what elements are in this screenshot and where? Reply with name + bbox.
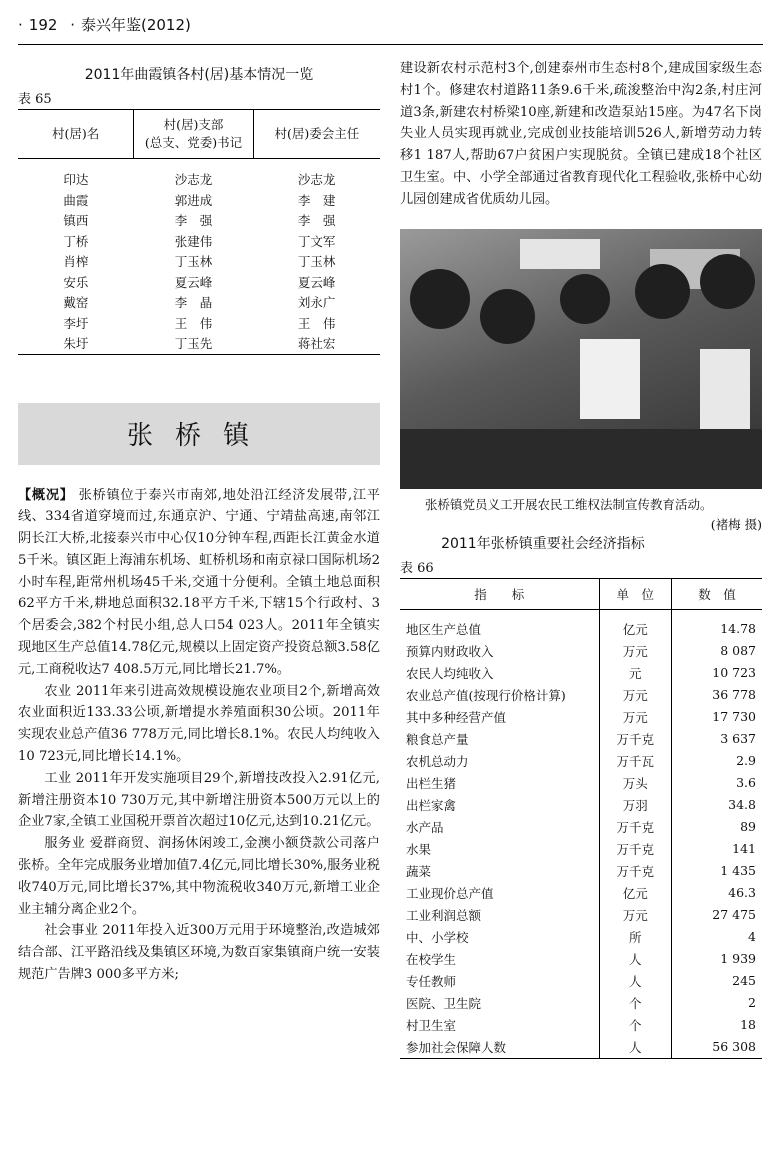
table-cell: 个 bbox=[599, 1014, 671, 1036]
table-cell: 戴窑 bbox=[63, 295, 89, 311]
table-cell: 亿元 bbox=[599, 609, 671, 640]
table-cell: 王 伟 bbox=[297, 315, 336, 331]
table-cell: 李 强 bbox=[174, 213, 213, 229]
table65-header bbox=[134, 110, 253, 159]
table-cell: 夏云峰 bbox=[174, 274, 213, 290]
page-number: 192 bbox=[28, 16, 58, 34]
table65-title: 2011年曲霞镇各村(居)基本情况一览 bbox=[84, 67, 314, 83]
table-row bbox=[18, 251, 380, 272]
left-column bbox=[18, 50, 380, 986]
table-cell: 万千瓦 bbox=[599, 750, 671, 772]
news-photo bbox=[400, 229, 762, 489]
paragraph-agriculture bbox=[18, 681, 380, 768]
table-cell: 预算内财政收入 bbox=[406, 643, 494, 659]
keyword: 工业 bbox=[44, 770, 72, 786]
table-row bbox=[400, 609, 762, 640]
table65-number: 表 65 bbox=[18, 92, 52, 107]
table-cell: 4 bbox=[671, 926, 762, 948]
table-cell: 印达 bbox=[63, 172, 89, 188]
table-cell: 8 087 bbox=[671, 640, 762, 662]
right-column bbox=[400, 58, 762, 1059]
article-continued bbox=[400, 58, 762, 211]
table-cell: 水果 bbox=[406, 841, 432, 857]
table-cell: 农机总动力 bbox=[406, 753, 469, 769]
table-row bbox=[400, 816, 762, 838]
table-cell: 刘永广 bbox=[297, 295, 336, 311]
table-cell: 丁玉林 bbox=[297, 254, 336, 270]
table-cell: 1 939 bbox=[671, 948, 762, 970]
table-cell: 村卫生室 bbox=[406, 1017, 457, 1033]
table-row bbox=[400, 662, 762, 684]
table-cell: 沙志龙 bbox=[174, 172, 213, 188]
header-rule bbox=[18, 44, 763, 45]
table-cell: 丁玉先 bbox=[174, 336, 213, 352]
table-cell: 所 bbox=[599, 926, 671, 948]
paragraph-overview bbox=[18, 485, 380, 681]
table66-number: 表 66 bbox=[400, 560, 434, 576]
table-row bbox=[400, 750, 762, 772]
table-cell: 出栏家禽 bbox=[406, 797, 457, 813]
table-cell: 工业利润总额 bbox=[406, 907, 482, 923]
header-bullet: · bbox=[70, 16, 75, 34]
table-cell: 张建伟 bbox=[174, 233, 213, 249]
keyword: 服务业 bbox=[44, 836, 86, 852]
table-cell: 其中多种经营产值 bbox=[406, 709, 507, 725]
table-cell: 沙志龙 bbox=[297, 172, 336, 188]
table-cell: 丁文军 bbox=[297, 233, 336, 249]
table-cell: 10 723 bbox=[671, 662, 762, 684]
table-cell: 89 bbox=[671, 816, 762, 838]
table-cell: 46.3 bbox=[671, 882, 762, 904]
table-cell: 万千克 bbox=[599, 816, 671, 838]
table-cell: 出栏生猪 bbox=[406, 775, 457, 791]
table-cell: 14.78 bbox=[671, 609, 762, 640]
table-cell: 个 bbox=[599, 992, 671, 1014]
paragraph-industry bbox=[18, 768, 380, 833]
table-cell: 李 建 bbox=[297, 192, 336, 208]
table-row bbox=[400, 684, 762, 706]
paragraph-text: 2011年来引进高效规模设施农业项目2个,新增高效农业面积近133.33公顷,新增提水养殖面积30公顷。2011年实现农业总产值36 778万元,同比增长8.1%。农民人均纯收入10 723元,同比增长14.1%。 bbox=[18, 683, 380, 765]
table-row bbox=[400, 838, 762, 860]
table-cell: 元 bbox=[599, 662, 671, 684]
table-cell: 亿元 bbox=[599, 882, 671, 904]
lead-label: 【概况】 bbox=[18, 487, 74, 503]
table-row bbox=[18, 190, 380, 211]
photo-newspaper-shape bbox=[580, 339, 640, 419]
table-cell: 141 bbox=[671, 838, 762, 860]
table-row bbox=[18, 210, 380, 231]
photo-person-shape bbox=[410, 269, 470, 329]
table65-header-line: (总支、党委)书记 bbox=[144, 135, 243, 150]
table-cell: 专任教师 bbox=[406, 973, 457, 989]
section-banner: 张桥镇 bbox=[18, 403, 380, 465]
photo-banner-shape bbox=[520, 239, 600, 269]
table65 bbox=[18, 109, 380, 355]
table-cell: 蔬菜 bbox=[406, 863, 432, 879]
photo-credit: (褚梅 摄) bbox=[710, 516, 762, 532]
table-cell: 1 435 bbox=[671, 860, 762, 882]
table-cell: 人 bbox=[599, 970, 671, 992]
table-row bbox=[18, 333, 380, 354]
table-cell: 郭进成 bbox=[174, 192, 213, 208]
table-cell: 粮食总产量 bbox=[406, 731, 469, 747]
table-cell: 人 bbox=[599, 948, 671, 970]
table-row bbox=[400, 640, 762, 662]
keyword: 农业 bbox=[44, 683, 72, 699]
table-cell: 2.9 bbox=[671, 750, 762, 772]
table65-header: 村(居)名 bbox=[18, 110, 134, 159]
table-row bbox=[18, 231, 380, 252]
table-cell: 245 bbox=[671, 970, 762, 992]
table-row bbox=[400, 706, 762, 728]
table66-header: 指 标 bbox=[400, 578, 599, 609]
table66-header: 单 位 bbox=[599, 578, 671, 609]
table-cell: 万元 bbox=[599, 684, 671, 706]
table-cell: 农民人均纯收入 bbox=[406, 665, 494, 681]
table-cell: 安乐 bbox=[63, 274, 89, 290]
paragraph-text: 2011年投入近300万元用于环境整治,改造城郊结合部、江平路沿线及集镇区环境,为数百家集镇商户统一安装规范广告牌3 000多平方米; bbox=[18, 923, 380, 983]
paragraph-text: 张桥镇位于泰兴市南郊,地处沿江经济发展带,江平线、334省道穿境而过,东通京沪、宁通、宁靖盐高速,南邻江阴长江大桥,北接泰兴市中心仅10分钟车程,西距长江黄金水道5千米。镇区距上海浦东机场、虹桥机场和南京禄口国际机场2小时车程,距常州机场45千米,交通十分便利。全镇土地总面积62平方千米,耕地总面积32.18平方千米,下辖15个行政村、3个居委会,382个村民小组,总人口54 023人。2011年全镇实现地区生产总值14.78亿元,规模以上固定资产投资总额3.58亿元,工商税收达7 408.5万元,同比增长21.7%。 bbox=[18, 487, 380, 677]
table-cell: 李圩 bbox=[63, 315, 89, 331]
page-header bbox=[18, 14, 763, 40]
article-body bbox=[18, 485, 380, 986]
table-cell: 蒋社宏 bbox=[297, 336, 336, 352]
table-row bbox=[400, 904, 762, 926]
table-cell: 17 730 bbox=[671, 706, 762, 728]
table-cell: 万千克 bbox=[599, 860, 671, 882]
table-row bbox=[400, 794, 762, 816]
table-cell: 18 bbox=[671, 1014, 762, 1036]
table-cell: 李 强 bbox=[297, 213, 336, 229]
table-cell: 3 637 bbox=[671, 728, 762, 750]
table-row bbox=[400, 926, 762, 948]
table-row bbox=[400, 772, 762, 794]
photo-newspaper-shape bbox=[700, 349, 750, 439]
paragraph-text: 爱群商贸、润扬休闲竣工,金澳小额贷款公司落户张桥。全年完成服务业增加值7.4亿元,同比增长30%,服务业税收740万元,同比增长37%,其中物流税收340万元,新增工业企业主辅分离企业2个。 bbox=[18, 836, 380, 917]
table66-body bbox=[400, 609, 762, 1058]
table-row bbox=[18, 159, 380, 190]
paragraph-social bbox=[18, 920, 380, 985]
table-row bbox=[400, 948, 762, 970]
table-row bbox=[400, 992, 762, 1014]
table-row bbox=[18, 313, 380, 334]
header-bullet: · bbox=[18, 16, 23, 34]
table-cell: 丁桥 bbox=[63, 233, 89, 249]
table-cell: 医院、卫生院 bbox=[406, 995, 482, 1011]
table66 bbox=[400, 578, 762, 1059]
table-cell: 27 475 bbox=[671, 904, 762, 926]
table-cell: 李 晶 bbox=[174, 295, 213, 311]
table-row bbox=[400, 860, 762, 882]
table-row bbox=[400, 1014, 762, 1036]
table-cell: 万千克 bbox=[599, 838, 671, 860]
table-cell: 王 伟 bbox=[174, 315, 213, 331]
table66-title: 2011年张桥镇重要社会经济指标 bbox=[441, 535, 645, 552]
keyword: 社会事业 bbox=[44, 923, 98, 939]
table-cell: 3.6 bbox=[671, 772, 762, 794]
table-cell: 肖榨 bbox=[63, 254, 89, 270]
caption-text: 张桥镇党员义工开展农民工维权法制宣传教育活动。 bbox=[425, 496, 713, 512]
photo-crowd-shape bbox=[400, 429, 762, 489]
photo-person-shape bbox=[480, 289, 535, 344]
table-row bbox=[400, 728, 762, 750]
table-cell: 朱圩 bbox=[63, 336, 89, 352]
paragraph-text: 2011年开发实施项目29个,新增技改投入2.91亿元,新增注册资本10 730万元,其中新增注册资本500万元以上的企业7家,全镇工业国税开票首次超过10亿元,达到10.21亿元。 bbox=[18, 770, 380, 830]
paragraph-social-cont: 建设新农村示范村3个,创建泰州市生态村8个,建成国家级生态村1个。修建农村道路11条9.6千米,疏浚整治中沟2条,村庄河道3条,新建农村桥梁10座,新建和改造泵站15座。为47名下岗失业人员实现再就业,完成创业技能培训526人,新增劳动力转移1 187人,帮助67户贫困户实现脱贫。全镇已建成18个社区卫生室。中、小学全部通过省教育现代化工程验收,张桥中心幼儿园创建成省优质幼儿园。 bbox=[400, 61, 762, 207]
photo-caption bbox=[400, 495, 762, 532]
table65-body bbox=[18, 159, 380, 355]
table-cell: 万元 bbox=[599, 640, 671, 662]
table-row bbox=[18, 292, 380, 313]
photo-person-shape bbox=[560, 274, 610, 324]
table-row bbox=[400, 1036, 762, 1059]
table-cell: 万羽 bbox=[599, 794, 671, 816]
table-cell: 万千克 bbox=[599, 728, 671, 750]
table-cell: 36 778 bbox=[671, 684, 762, 706]
table-cell: 工业现价总产值 bbox=[406, 885, 494, 901]
table-cell: 34.8 bbox=[671, 794, 762, 816]
table-cell: 人 bbox=[599, 1036, 671, 1059]
table-cell: 镇西 bbox=[63, 213, 89, 229]
table-cell: 万头 bbox=[599, 772, 671, 794]
table-cell: 农业总产值(按现行价格计算) bbox=[406, 687, 566, 703]
table-cell: 夏云峰 bbox=[297, 274, 336, 290]
book-title: 泰兴年鉴(2012) bbox=[80, 16, 191, 34]
paragraph-service bbox=[18, 833, 380, 920]
table-cell: 水产品 bbox=[406, 819, 444, 835]
table65-header-line: 村(居)支部 bbox=[163, 117, 224, 132]
table-cell: 2 bbox=[671, 992, 762, 1014]
table-row bbox=[400, 882, 762, 904]
photo-person-shape bbox=[700, 254, 755, 309]
table-row bbox=[400, 970, 762, 992]
table-cell: 中、小学校 bbox=[406, 929, 469, 945]
table-cell: 万元 bbox=[599, 706, 671, 728]
table-cell: 曲霞 bbox=[63, 192, 89, 208]
table-cell: 参加社会保障人数 bbox=[406, 1039, 507, 1055]
photo-person-shape bbox=[635, 264, 690, 319]
table-cell: 万元 bbox=[599, 904, 671, 926]
table-cell: 地区生产总值 bbox=[406, 621, 482, 637]
table66-header: 数 值 bbox=[671, 578, 762, 609]
table-cell: 56 308 bbox=[671, 1036, 762, 1059]
table-cell: 在校学生 bbox=[406, 951, 457, 967]
table65-header: 村(居)委会主任 bbox=[253, 110, 380, 159]
table-cell: 丁玉林 bbox=[174, 254, 213, 270]
table-row bbox=[18, 272, 380, 293]
